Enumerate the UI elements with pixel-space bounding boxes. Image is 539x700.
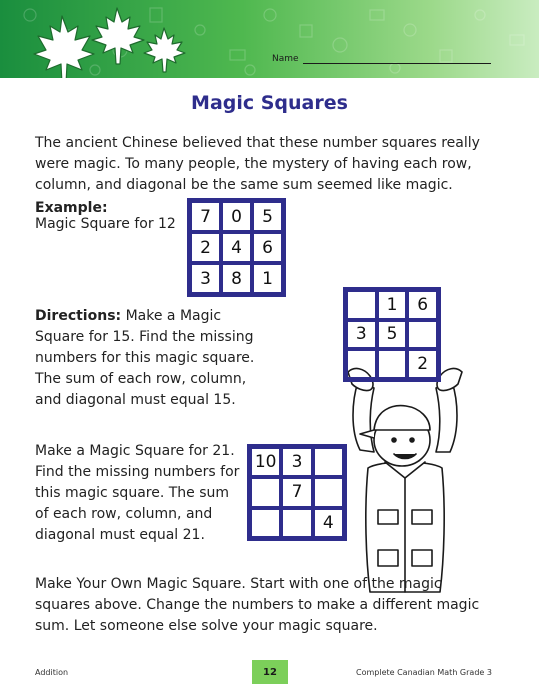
square-cell[interactable] (346, 349, 377, 379)
magic-square-15 (343, 287, 441, 382)
square-cell: 7 (281, 477, 312, 507)
example-heading: Example: (35, 200, 108, 216)
square-cell[interactable] (313, 447, 344, 477)
page-title: Magic Squares (191, 92, 348, 114)
intro-paragraph: The ancient Chinese believed that these number squares really were magic. To many people, the mystery of having each row, column, and diagonal be the same sum seemed like magic. (35, 135, 480, 193)
square-cell[interactable] (250, 477, 281, 507)
square-cell: 1 (377, 290, 408, 320)
square-cell: 6 (252, 232, 283, 263)
square-cell: 3 (281, 447, 312, 477)
directions-label: Directions: (35, 308, 122, 324)
boy-holding-square-illustration (330, 360, 480, 595)
maple-leaves-icon (22, 6, 222, 78)
square-cell[interactable] (377, 349, 408, 379)
square-cell[interactable] (313, 477, 344, 507)
square-cell: 0 (221, 201, 252, 232)
directions-paragraph (35, 306, 265, 411)
square-cell[interactable] (346, 290, 377, 320)
name-field[interactable] (303, 63, 491, 64)
square-cell[interactable] (281, 508, 312, 538)
square-cell: 2 (190, 232, 221, 263)
square-cell[interactable] (250, 508, 281, 538)
square-cell: 2 (407, 349, 438, 379)
footer-section-label: Addition (35, 668, 69, 677)
header-banner (0, 0, 539, 78)
square-cell: 7 (190, 201, 221, 232)
directions-text: Make a Magic Square for 15. Find the missing numbers for this magic square. The sum of each row, column, and diagonal must equal 15. (35, 308, 255, 408)
magic-square-21 (247, 444, 347, 541)
name-label: Name (272, 54, 299, 64)
square-cell: 6 (407, 290, 438, 320)
square-cell: 10 (250, 447, 281, 477)
square-cell: 8 (221, 263, 252, 294)
square-cell[interactable] (407, 320, 438, 350)
square-21-paragraph: Make a Magic Square for 21. Find the missing numbers for this magic square. The sum of each row, column, and diagonal must equal 21. (35, 443, 240, 543)
square-cell: 4 (313, 508, 344, 538)
example-subtitle: Magic Square for 12 (35, 216, 176, 232)
square-cell: 3 (190, 263, 221, 294)
footer-book-title: Complete Canadian Math Grade 3 (356, 668, 492, 677)
example-magic-square (187, 198, 286, 297)
square-cell: 5 (377, 320, 408, 350)
square-cell: 1 (252, 263, 283, 294)
page-number: 12 (252, 660, 288, 684)
square-cell: 3 (346, 320, 377, 350)
square-cell: 4 (221, 232, 252, 263)
own-square-paragraph: Make Your Own Magic Square. Start with one of the magic squares above. Change the numbers to make a different magic sum. Let someone else solve your magic square. (35, 576, 480, 634)
square-cell: 5 (252, 201, 283, 232)
